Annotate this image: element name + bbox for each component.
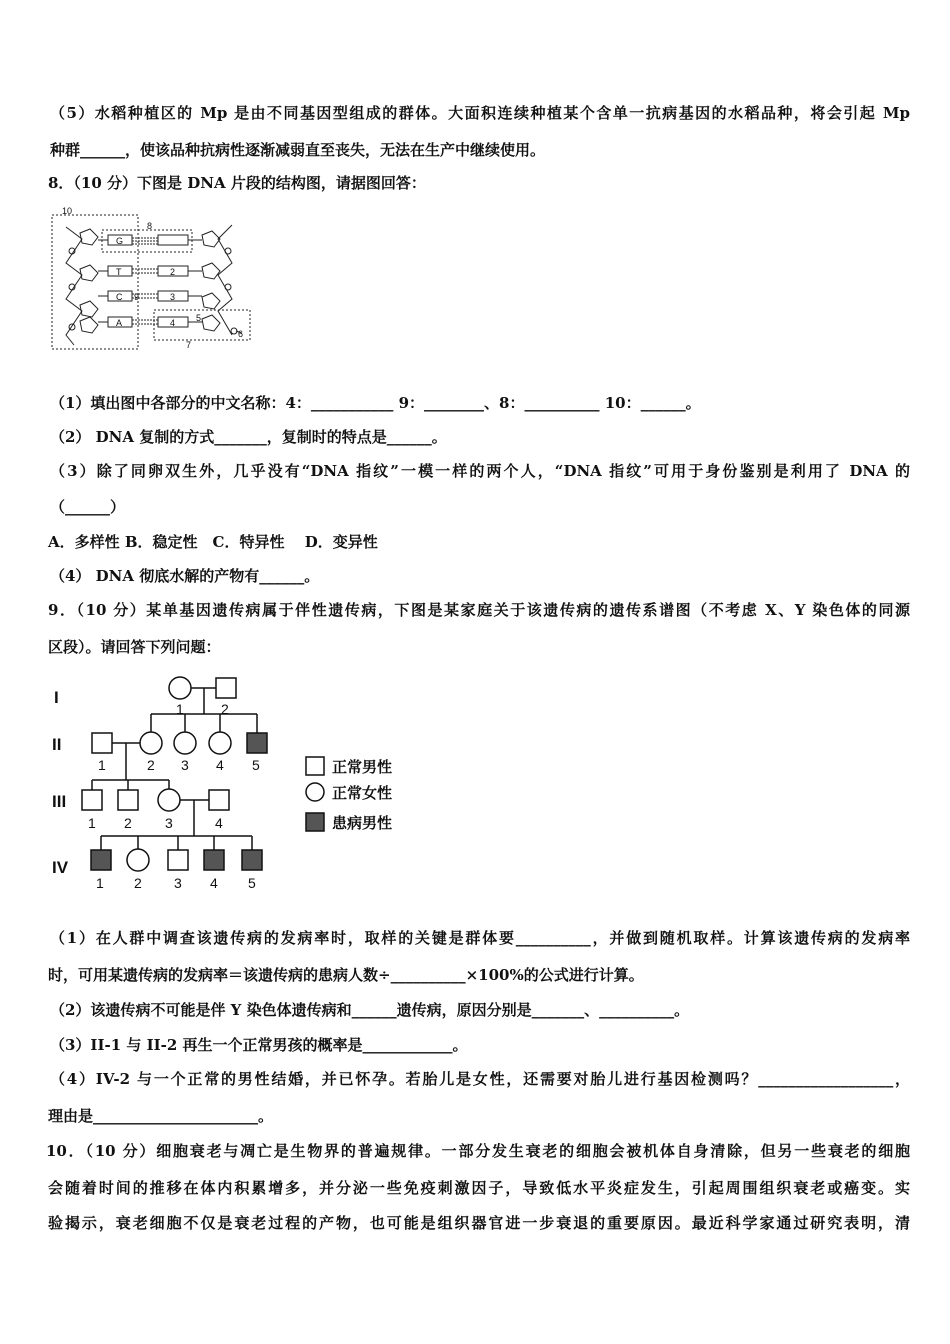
text-line-2: 种群______，使该品种抗病性逐渐减弱直至丧失，无法在生产中继续使用。 xyxy=(50,141,546,159)
label-6: 6 xyxy=(238,329,244,339)
gen-II: II xyxy=(52,735,62,754)
label-5: 5 xyxy=(196,313,202,323)
q9-title-cont: 区段）。请回答下列问题： xyxy=(48,638,221,656)
q10-line-1: 10．（10 分）细胞衰老与凋亡是生物界的普遍规律。一部分发生衰老的细胞会被机体自身清除，但另一些衰老的细胞 xyxy=(46,1142,910,1160)
q9-part1: （1）在人群中调查该遗传病的发病率时，取样的关键是群体要__________，并做到随机取样。计算该遗传病的发病率 xyxy=(50,929,910,947)
III-2: 2 xyxy=(124,815,132,831)
I-2: 2 xyxy=(221,701,229,717)
pedigree-figure xyxy=(44,670,414,895)
box-7 xyxy=(154,310,250,340)
II-5: 5 xyxy=(252,757,260,773)
II-2: 2 xyxy=(147,757,155,773)
right-base-4: 4 xyxy=(170,318,176,328)
II-3: 3 xyxy=(181,757,189,773)
label-7: 7 xyxy=(186,340,192,350)
left-base-2: T xyxy=(116,267,122,277)
III-4: 4 xyxy=(215,815,223,831)
label-10: 10 xyxy=(62,206,73,216)
dna-structure-figure xyxy=(46,205,258,355)
III-3: 3 xyxy=(165,815,173,831)
IV-5: 5 xyxy=(248,875,256,891)
q9-part4-cont: 理由是______________________。 xyxy=(48,1107,274,1125)
label-8: 8 xyxy=(147,221,153,231)
q9-part1-cont: 时，可用某遗传病的发病率＝该遗传病的患病人数÷__________×100%的公式进行计算。 xyxy=(48,966,644,984)
legend-normal-male: 正常男性 xyxy=(332,759,393,776)
right-base-2: 2 xyxy=(170,267,176,277)
q9-part4: （4）IV-2 与一个正常的男性结婚，并已怀孕。若胎儿是女性，还需要对胎儿进行基因检测吗？__________________， xyxy=(50,1070,910,1088)
q8-title: 8．（10 分）下图是 DNA 片段的结构图，请据图回答： xyxy=(48,174,426,192)
q8-part1: （1）填出图中各部分的中文名称：4：___________ 9：________、8：__________ 10：______。 xyxy=(50,394,701,412)
IV-4: 4 xyxy=(210,875,218,891)
q8-part3: （3）除了同卵双生外，几乎没有“DNA 指纹”一模一样的两个人，“DNA 指纹”可用于身份鉴别是利用了 DNA 的 xyxy=(50,462,910,480)
legend-normal-female: 正常女性 xyxy=(332,785,393,802)
text-line-1: （5）水稻种植区的 Mp 是由不同基因型组成的群体。大面积连续种植某个含单一抗病基因的水稻品种，将会引起 Mp xyxy=(50,104,910,122)
q8-part2: （2） DNA 复制的方式_______，复制时的特点是______。 xyxy=(50,428,447,446)
right-base-3: 3 xyxy=(170,292,176,302)
IV-1: 1 xyxy=(96,875,104,891)
q10-line-2: 会随着时间的推移在体内积累增多，并分泌一些免疫刺激因子，导致低水平炎症发生，引起周围组织衰老或癌变。实 xyxy=(48,1179,910,1197)
label-9: 9 xyxy=(134,292,140,302)
left-base-3: C xyxy=(116,292,123,302)
q9-part3: （3）II-1 与 II-2 再生一个正常男孩的概率是____________。 xyxy=(50,1036,468,1054)
q8-options: A．多样性 B．稳定性 C．特异性 D．变异性 xyxy=(48,533,378,551)
q9-part2: （2）该遗传病不可能是伴 Y 染色体遗传病和______遗传病，原因分别是_______、__________。 xyxy=(50,1001,690,1019)
gen-IV: IV xyxy=(52,858,69,877)
legend-affected-male: 患病男性 xyxy=(332,815,393,832)
I-1: 1 xyxy=(176,701,184,717)
left-base-1: G xyxy=(116,236,124,246)
q8-part3-blank: （______） xyxy=(50,498,126,516)
III-1: 1 xyxy=(88,815,96,831)
gen-I: I xyxy=(54,688,59,707)
gen-III: III xyxy=(52,792,67,811)
II-4: 4 xyxy=(216,757,224,773)
q9-title: 9．（10 分）某单基因遗传病属于伴性遗传病，下图是某家庭关于该遗传病的遗传系谱图（不考虑 X、Y 染色体的同源 xyxy=(48,601,910,619)
q10-line-3: 验揭示，衰老细胞不仅是衰老过程的产物，也可能是组织器官进一步衰退的重要原因。最近科学家通过研究表明，清 xyxy=(48,1214,910,1232)
IV-2: 2 xyxy=(134,875,142,891)
left-base-4: A xyxy=(116,318,123,328)
IV-3: 3 xyxy=(174,875,182,891)
q8-part4: （4） DNA 彻底水解的产物有______。 xyxy=(50,567,320,585)
II-1: 1 xyxy=(98,757,106,773)
